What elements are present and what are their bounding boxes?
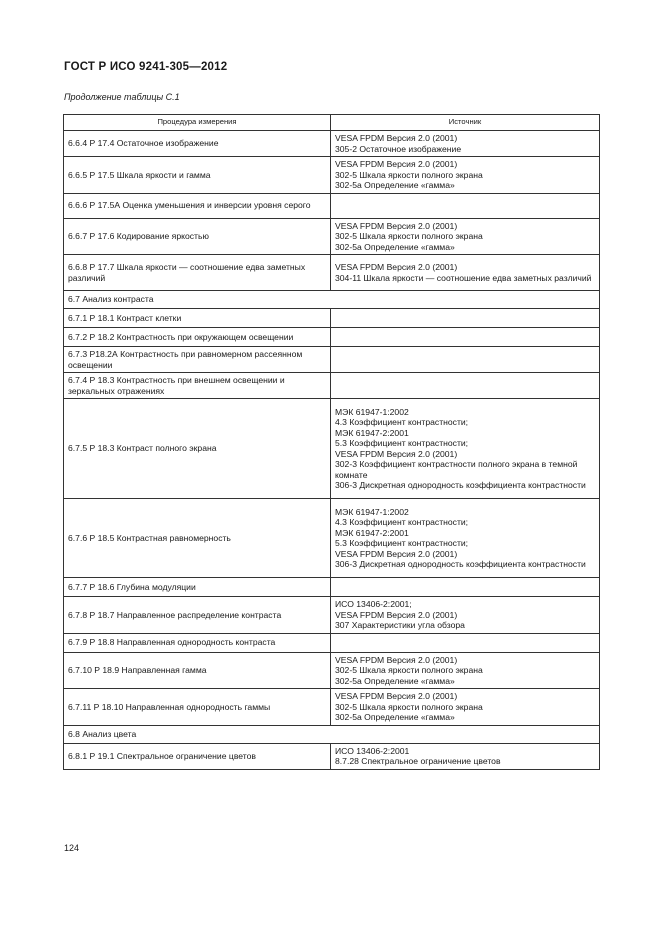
section-cell: 6.7 Анализ контраста [64,291,600,309]
source-cell [331,373,600,399]
source-line: 5.3 Коэффициент контрастности; [335,438,469,448]
source-line: 307 Характеристики угла обзора [335,620,465,630]
section-row [64,725,600,743]
table-row [64,328,600,347]
source-cell [331,689,600,726]
source-line: VESA FPDM Версия 2.0 (2001) [335,609,458,620]
table-caption: Продолжение таблицы С.1 [64,92,180,102]
table-row [64,597,600,634]
procedure-cell: 6.7.9 Р 18.8 Направленная однородность контраста [64,633,331,652]
document-header: ГОСТ Р ИСО 9241-305—2012 [64,61,228,73]
source-line: 302-5 Шкала яркости полного экрана [335,169,483,180]
column-header-source: Источник [331,115,600,131]
source-line: 306-3 Дискретная однородность коэффициента контрастности [335,480,586,490]
procedure-cell: 6.7.6 Р 18.5 Контрастная равномерность [64,499,331,578]
table-row [64,255,600,291]
section-row [64,291,600,309]
source-line: 4.3 Коэффициент контрастности; [335,417,469,427]
source-cell [331,255,600,291]
table-row [64,652,600,689]
source-line: VESA FPDM Версия 2.0 (2001) [335,654,458,665]
table-row [64,218,600,255]
source-cell [331,399,600,499]
section-cell: 6.8 Анализ цвета [64,725,600,743]
table-row [64,399,600,499]
source-line: ИСО 13406-2:2001 [335,745,410,756]
source-line: ИСО 13406-2:2001; [335,599,412,609]
procedure-cell: 6.6.8 Р 17.7 Шкала яркости — соотношение едва заметных различий [64,255,331,291]
table-row [64,689,600,726]
source-cell [331,328,600,347]
source-cell [331,193,600,218]
source-line: 302-5 Шкала яркости полного экрана [335,231,483,241]
source-line: 5.3 Коэффициент контрастности; [335,538,469,548]
source-line: VESA FPDM Версия 2.0 (2001) [335,448,458,459]
table-row [64,499,600,578]
measurement-table [63,114,600,770]
source-line: 4.3 Коэффициент контрастности; [335,517,469,527]
table-row [64,743,600,769]
source-cell [331,633,600,652]
table-row [64,131,600,157]
source-line: VESA FPDM Версия 2.0 (2001) [335,220,458,231]
procedure-cell: 6.7.4 Р 18.3 Контрастность при внешнем освещении и зеркальных отражениях [64,373,331,399]
source-cell [331,347,600,373]
source-line: 302-5а Определение «гамма» [335,180,455,190]
source-cell [331,218,600,255]
procedure-cell: 6.7.1 Р 18.1 Контраст клетки [64,309,331,328]
table-row [64,347,600,373]
source-line: 302-5а Определение «гамма» [335,241,455,252]
table-row [64,193,600,218]
procedure-cell: 6.6.4 Р 17.4 Остаточное изображение [64,131,331,157]
source-line: VESA FPDM Версия 2.0 (2001) [335,548,458,559]
table-row [64,373,600,399]
source-line: 8.7.28 Спектральное ограничение цветов [335,756,501,766]
source-line: 306-3 Дискретная однородность коэффициента контрастности [335,559,586,569]
procedure-cell: 6.8.1 Р 19.1 Спектральное ограничение цветов [64,743,331,769]
source-line: VESA FPDM Версия 2.0 (2001) [335,133,458,143]
source-cell [331,743,600,769]
source-line: МЭК 61947-2:2001 [335,427,409,438]
source-cell [331,499,600,578]
table-row [64,157,600,194]
table-header-row [64,115,600,131]
source-line: VESA FPDM Версия 2.0 (2001) [335,159,458,169]
procedure-cell: 6.6.7 Р 17.6 Кодирование яркостью [64,218,331,255]
source-cell [331,131,600,157]
procedure-cell: 6.7.7 Р 18.6 Глубина модуляции [64,578,331,597]
source-line: 302-3 Коэффициент контрастности полного экрана в темной комнате [335,459,578,480]
procedure-cell: 6.7.11 Р 18.10 Направленная однородность гаммы [64,689,331,726]
procedure-cell: 6.7.3 Р18.2А Контрастность при равномерном рассеянном освещении [64,347,331,373]
source-line: 305-2 Остаточное изображение [335,143,462,154]
table-row [64,309,600,328]
source-cell [331,309,600,328]
source-line: 302-5 Шкала яркости полного экрана [335,701,483,712]
procedure-cell: 6.7.8 Р 18.7 Направленное распределение контраста [64,597,331,634]
source-cell [331,578,600,597]
source-line: VESA FPDM Версия 2.0 (2001) [335,691,458,701]
procedure-cell: 6.7.5 Р 18.3 Контраст полного экрана [64,399,331,499]
source-line: 302-5а Определение «гамма» [335,712,455,722]
procedure-cell: 6.7.2 Р 18.2 Контрастность при окружающем освещении [64,328,331,347]
source-line: 304-11 Шкала яркости — соотношение едва заметных различий [335,272,592,283]
source-cell [331,597,600,634]
column-header-procedure: Процедура измерения [64,115,331,131]
source-cell [331,157,600,194]
source-line: 302-5а Определение «гамма» [335,675,455,686]
procedure-cell: 6.6.5 Р 17.5 Шкала яркости и гамма [64,157,331,194]
table-row [64,578,600,597]
source-cell [331,652,600,689]
procedure-cell: 6.7.10 Р 18.9 Направленная гамма [64,652,331,689]
source-line: 302-5 Шкала яркости полного экрана [335,665,483,675]
page-number: 124 [64,843,80,853]
source-line: VESA FPDM Версия 2.0 (2001) [335,262,458,272]
source-line: МЭК 61947-2:2001 [335,527,409,538]
source-line: МЭК 61947-1:2002 [335,406,409,417]
procedure-cell: 6.6.6 Р 17.5А Оценка уменьшения и инверсии уровня серого [64,193,331,218]
table-row [64,633,600,652]
source-line: МЭК 61947-1:2002 [335,506,409,517]
